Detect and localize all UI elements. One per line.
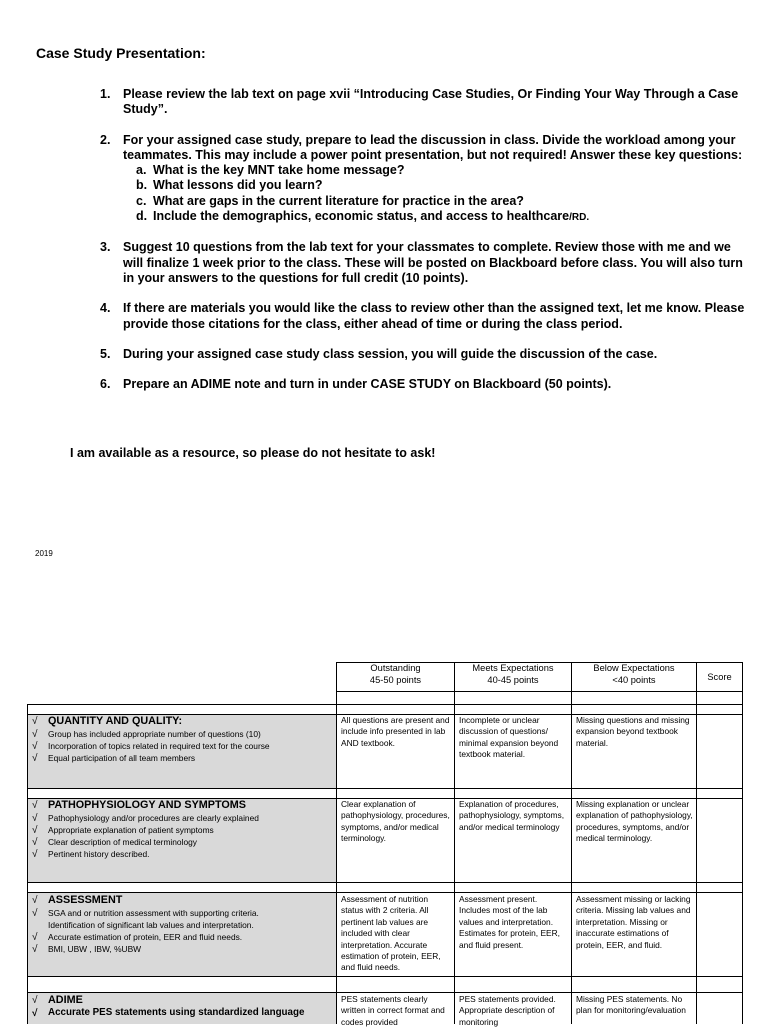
outstanding-description: Clear explanation of pathophysiology, procedures, symptoms, and/or medical terminology. xyxy=(341,799,450,844)
grid-line xyxy=(27,704,743,705)
grid-line xyxy=(696,662,697,1024)
meets-description: Assessment present. Includes most of the lab values and interpretation. Estimates for protein, EER, and fluid present. xyxy=(459,894,561,950)
header-below-expectations: Below Expectations <40 points xyxy=(593,663,675,685)
grid-line xyxy=(336,691,743,692)
check-mark: √ xyxy=(32,908,38,919)
criterion-text: Pertinent history described. xyxy=(48,849,150,859)
check-mark: √ xyxy=(32,849,38,860)
check-mark: √ xyxy=(32,995,38,1006)
check-mark: √ xyxy=(32,729,38,740)
key-question-letter: a. xyxy=(136,163,147,178)
key-question-letter: b. xyxy=(136,178,148,193)
criterion-text: Identification of significant lab values and interpretation. xyxy=(48,920,254,930)
key-question-item xyxy=(136,178,750,193)
instruction-number: 1. xyxy=(100,87,111,101)
check-mark: √ xyxy=(32,944,38,955)
criterion-text: Accurate estimation of protein, EER and fluid needs. xyxy=(48,932,243,942)
below-description: Missing PES statements. No plan for monitoring/evaluation xyxy=(576,994,686,1016)
category-title: QUANTITY AND QUALITY: xyxy=(48,715,183,727)
criterion-text: BMI, UBW , IBW, %UBW xyxy=(48,944,142,954)
meets-description: Incomplete or unclear discussion of questions/ minimal expansion beyond textbook material. xyxy=(459,715,559,760)
footer-year: 2019 xyxy=(35,549,53,558)
instruction-number: 5. xyxy=(100,346,111,361)
criterion-text: Equal participation of all team members xyxy=(48,753,196,763)
instruction-item xyxy=(100,301,750,332)
meets-description: Explanation of procedures, pathophysiology, symptoms, and/or medical terminology xyxy=(459,799,565,832)
page-title: Case Study Presentation: xyxy=(36,45,206,61)
check-mark: √ xyxy=(32,1008,38,1019)
check-mark: √ xyxy=(32,825,38,836)
criterion-text: Clear description of medical terminology xyxy=(48,837,197,847)
instruction-item xyxy=(100,133,750,226)
grid-line xyxy=(742,662,743,1024)
check-mark: √ xyxy=(32,813,38,824)
grid-line xyxy=(336,662,337,1024)
category-title: ASSESSMENT xyxy=(48,894,123,906)
instruction-text: For your assigned case study, prepare to lead the discussion in class. Divide the workload among your teammates. This may include a power point presentation, but not required! Answer these key questions: xyxy=(123,132,743,162)
instruction-number: 6. xyxy=(100,377,111,392)
check-mark: √ xyxy=(32,741,38,752)
outstanding-description: Assessment of nutrition status with 2 criteria. All pertinent lab values are included with clear interpretation. Accurate estimation of protein, EER, and fluid needs. xyxy=(341,894,441,973)
key-question-letter: c. xyxy=(136,193,147,208)
grid-line xyxy=(27,892,743,893)
criterion-text: Incorporation of topics related in required text for the course xyxy=(48,741,270,751)
criterion-text: Pathophysiology and/or procedures are clearly explained xyxy=(48,813,259,823)
instruction-item xyxy=(100,240,750,286)
instruction-number: 3. xyxy=(100,240,111,255)
key-question-item xyxy=(136,194,750,209)
instruction-text: During your assigned case study class session, you will guide the discussion of the case. xyxy=(123,346,658,361)
criterion-text: Appropriate explanation of patient symptoms xyxy=(48,825,214,835)
criterion-text: SGA and or nutrition assessment with supporting criteria. xyxy=(48,908,259,918)
check-mark: √ xyxy=(32,716,38,727)
outstanding-description: PES statements clearly written in correct format and codes provided xyxy=(341,994,445,1027)
meets-description: PES statements provided. Appropriate description of monitoring xyxy=(459,994,556,1027)
below-description: Missing explanation or unclear explanation of pathophysiology, procedures, symptoms, and/or medical terminology. xyxy=(576,799,693,844)
criterion-text: Accurate PES statements using standardized language xyxy=(48,1007,305,1018)
instruction-text: Suggest 10 questions from the lab text for your classmates to complete. Review those with me and we will finalize 1 week prior to the class. These will be posted on Blackboard before class. You will also turn in your answers to the questions for full credit (10 points). xyxy=(123,240,743,285)
instruction-text: Please review the lab text on page xvii “Introducing Case Studies, Or Finding Your Way Through a Case Study”. xyxy=(123,87,739,117)
instruction-item xyxy=(100,347,750,362)
key-question-letter: d. xyxy=(136,209,148,224)
key-question-text: Include the demographics, economic status, and access to healthcare xyxy=(153,209,570,224)
resource-note: I am available as a resource, so please do not hesitate to ask! xyxy=(70,446,436,460)
key-question-text: What lessons did you learn? xyxy=(153,178,323,193)
key-question-suffix: /RD. xyxy=(569,212,590,224)
grid-line xyxy=(27,704,28,1024)
header-meets-expectations: Meets Expectations 40-45 points xyxy=(472,663,554,685)
instruction-number: 2. xyxy=(100,132,111,147)
key-question-item xyxy=(136,163,750,178)
grid-line xyxy=(27,788,743,789)
check-mark: √ xyxy=(32,895,38,906)
instruction-text: If there are materials you would like the class to review other than the assigned text, let me know. Please provide those citations for the class, either ahead of time or during the class period. xyxy=(123,301,745,331)
category-title: ADIME xyxy=(48,994,83,1006)
key-question-text: What are gaps in the current literature for practice in the area? xyxy=(153,193,524,208)
instruction-text: Prepare an ADIME note and turn in under CASE STUDY on Blackboard (50 points). xyxy=(123,377,612,392)
instruction-number: 4. xyxy=(100,301,111,316)
below-description: Assessment missing or lacking criteria. Missing lab values and interpretation. Missing or inaccurate estimations of protein, EER, and fluid. xyxy=(576,894,691,950)
key-question-text: What is the key MNT take home message? xyxy=(153,163,405,178)
check-mark: √ xyxy=(32,932,38,943)
grid-line xyxy=(454,662,455,1024)
grid-line xyxy=(27,992,743,993)
key-questions-list xyxy=(123,163,750,225)
check-mark: √ xyxy=(32,800,38,811)
check-mark: √ xyxy=(32,753,38,764)
instruction-item xyxy=(100,377,750,392)
check-mark: √ xyxy=(32,837,38,848)
instruction-list xyxy=(100,87,750,392)
grid-line xyxy=(27,882,743,883)
grid-line xyxy=(571,662,572,1024)
grid-line xyxy=(27,976,743,977)
instruction-item xyxy=(100,87,750,118)
outstanding-description: All questions are present and include info presented in lab AND textbook. xyxy=(341,715,450,748)
below-description: Missing questions and missing expansion beyond textbook material. xyxy=(576,715,690,748)
key-question-item xyxy=(136,209,750,225)
category-title: PATHOPHYSIOLOGY AND SYMPTOMS xyxy=(48,799,246,811)
header-outstanding: Outstanding 45-50 points xyxy=(369,663,422,685)
criterion-text: Group has included appropriate number of questions (10) xyxy=(48,729,261,739)
header-score: Score xyxy=(707,672,732,682)
